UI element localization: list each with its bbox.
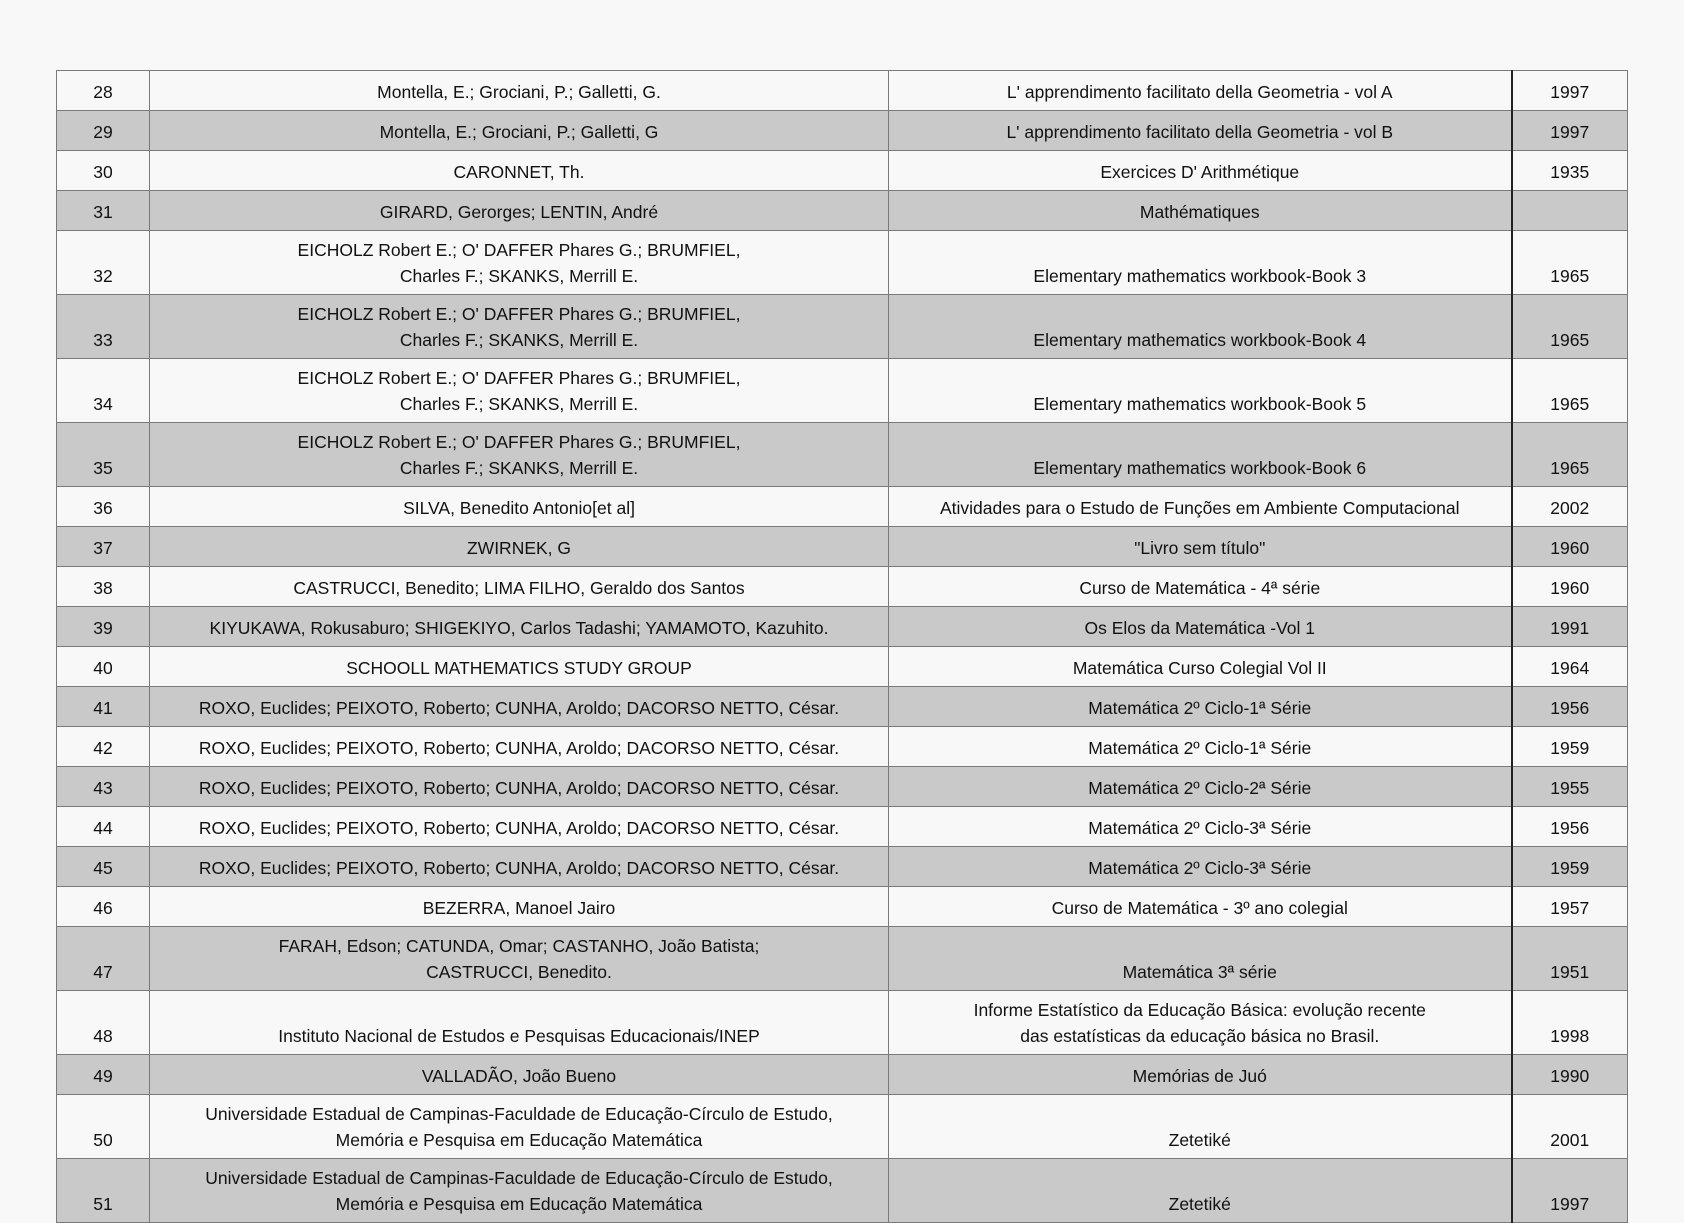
number-cell — [57, 727, 150, 767]
number-cell — [57, 151, 150, 191]
title-line: Elementary mathematics workbook-Book 6 — [1033, 458, 1367, 478]
authors-cell — [150, 927, 889, 991]
authors-line: ZWIRNEK, G — [466, 538, 572, 558]
table-row — [57, 807, 1628, 847]
table-row — [57, 423, 1628, 487]
table-row — [57, 487, 1628, 527]
number-text: 41 — [93, 698, 113, 718]
authors-line: BEZERRA, Manoel Jairo — [422, 898, 616, 918]
year-cell — [1512, 727, 1628, 767]
title-line: Matemática 2º Ciclo-1ª Série — [1088, 698, 1312, 718]
table-row — [57, 71, 1628, 111]
table-row — [57, 647, 1628, 687]
title-cell — [889, 567, 1512, 607]
title-cell — [889, 807, 1512, 847]
year-cell — [1512, 359, 1628, 423]
title-cell — [889, 767, 1512, 807]
authors-cell — [150, 359, 889, 423]
number-text: 44 — [93, 818, 113, 838]
year-text: 1965 — [1550, 266, 1590, 286]
authors-line: ROXO, Euclides; PEIXOTO, Roberto; CUNHA, Aroldo; DACORSO NETTO, César. — [198, 858, 840, 878]
number-cell — [57, 847, 150, 887]
authors-line: ROXO, Euclides; PEIXOTO, Roberto; CUNHA, Aroldo; DACORSO NETTO, César. — [198, 818, 840, 838]
number-text: 31 — [93, 202, 113, 222]
authors-line: KIYUKAWA, Rokusaburo; SHIGEKIYO, Carlos Tadashi; YAMAMOTO, Kazuhito. — [209, 618, 829, 638]
authors-line: EICHOLZ Robert E.; O' DAFFER Phares G.; BRUMFIEL, — [297, 368, 741, 388]
authors-line: Charles F.; SKANKS, Merrill E. — [399, 394, 639, 414]
table-body — [57, 71, 1628, 1223]
authors-line: CARONNET, Th. — [453, 162, 585, 182]
year-text: 1965 — [1550, 330, 1590, 350]
title-cell — [889, 359, 1512, 423]
table-row — [57, 111, 1628, 151]
number-cell — [57, 647, 150, 687]
table-row — [57, 151, 1628, 191]
year-cell — [1512, 191, 1628, 231]
title-cell — [889, 191, 1512, 231]
number-cell — [57, 295, 150, 359]
authors-line: Charles F.; SKANKS, Merrill E. — [399, 458, 639, 478]
year-cell — [1512, 607, 1628, 647]
year-cell — [1512, 847, 1628, 887]
year-text: 1959 — [1550, 738, 1590, 758]
title-line: Curso de Matemática - 3º ano colegial — [1051, 898, 1348, 918]
number-cell — [57, 1159, 150, 1223]
number-cell — [57, 807, 150, 847]
year-cell — [1512, 423, 1628, 487]
title-cell — [889, 295, 1512, 359]
year-text: 1951 — [1550, 962, 1590, 982]
number-text: 50 — [93, 1130, 113, 1150]
table-row — [57, 727, 1628, 767]
year-text: 1960 — [1550, 538, 1590, 558]
year-text: 1964 — [1550, 658, 1590, 678]
title-cell — [889, 887, 1512, 927]
title-line: Matemática 2º Ciclo-1ª Série — [1088, 738, 1312, 758]
number-cell — [57, 111, 150, 151]
authors-line: EICHOLZ Robert E.; O' DAFFER Phares G.; BRUMFIEL, — [297, 432, 741, 452]
authors-line: EICHOLZ Robert E.; O' DAFFER Phares G.; BRUMFIEL, — [297, 240, 741, 260]
year-text: 1997 — [1550, 122, 1590, 142]
number-text: 48 — [93, 1026, 113, 1046]
year-text: 2001 — [1550, 1130, 1590, 1150]
year-text: 1998 — [1550, 1026, 1590, 1046]
title-line: Mathématiques — [1139, 202, 1260, 222]
title-line: L' apprendimento facilitato della Geometria - vol B — [1006, 122, 1394, 142]
number-text: 43 — [93, 778, 113, 798]
table-row — [57, 1055, 1628, 1095]
year-text: 1990 — [1550, 1066, 1590, 1086]
year-cell — [1512, 647, 1628, 687]
authors-line: SCHOOLL MATHEMATICS STUDY GROUP — [346, 658, 692, 678]
number-cell — [57, 887, 150, 927]
number-text: 34 — [93, 394, 113, 414]
title-cell — [889, 687, 1512, 727]
number-cell — [57, 423, 150, 487]
number-cell — [57, 1055, 150, 1095]
title-line: Zetetiké — [1168, 1130, 1231, 1150]
number-text: 38 — [93, 578, 113, 598]
authors-cell — [150, 887, 889, 927]
number-text: 29 — [93, 122, 113, 142]
number-text: 37 — [93, 538, 113, 558]
authors-cell — [150, 487, 889, 527]
table-row — [57, 847, 1628, 887]
authors-line: CASTRUCCI, Benedito. — [426, 962, 612, 982]
title-line: Matemática 2º Ciclo-2ª Série — [1088, 778, 1312, 798]
number-text: 35 — [93, 458, 113, 478]
number-cell — [57, 487, 150, 527]
table-row — [57, 231, 1628, 295]
title-line: Matemática 2º Ciclo-3ª Série — [1088, 818, 1312, 838]
year-text: 1965 — [1550, 394, 1590, 414]
number-text: 40 — [93, 658, 113, 678]
year-cell — [1512, 111, 1628, 151]
authors-cell — [150, 727, 889, 767]
year-cell — [1512, 1055, 1628, 1095]
authors-line: GIRARD, Gerorges; LENTIN, André — [379, 202, 659, 222]
authors-line: VALLADÃO, João Bueno — [421, 1066, 617, 1086]
title-cell — [889, 423, 1512, 487]
title-cell — [889, 151, 1512, 191]
table-row — [57, 767, 1628, 807]
number-cell — [57, 359, 150, 423]
table-row — [57, 567, 1628, 607]
year-cell — [1512, 231, 1628, 295]
title-line: Elementary mathematics workbook-Book 3 — [1033, 266, 1367, 286]
title-line: Matemática 3ª série — [1122, 962, 1277, 982]
authors-line: ROXO, Euclides; PEIXOTO, Roberto; CUNHA, Aroldo; DACORSO NETTO, César. — [198, 738, 840, 758]
title-cell — [889, 487, 1512, 527]
authors-line: Memória e Pesquisa em Educação Matemática — [335, 1130, 703, 1150]
authors-cell — [150, 1159, 889, 1223]
table-row — [57, 991, 1628, 1055]
number-cell — [57, 527, 150, 567]
title-line: Elementary mathematics workbook-Book 5 — [1033, 394, 1367, 414]
title-line: L' apprendimento facilitato della Geometria - vol A — [1006, 82, 1393, 102]
authors-cell — [150, 527, 889, 567]
year-cell — [1512, 295, 1628, 359]
year-text: 1956 — [1550, 698, 1590, 718]
authors-line: Instituto Nacional de Estudos e Pesquisas Educacionais/INEP — [278, 1026, 760, 1046]
authors-line: ROXO, Euclides; PEIXOTO, Roberto; CUNHA, Aroldo; DACORSO NETTO, César. — [198, 698, 840, 718]
number-text: 49 — [93, 1066, 113, 1086]
title-cell — [889, 607, 1512, 647]
number-cell — [57, 767, 150, 807]
year-text: 1955 — [1550, 778, 1590, 798]
number-cell — [57, 991, 150, 1055]
authors-line: Universidade Estadual de Campinas-Faculdade de Educação-Círculo de Estudo, — [205, 1104, 833, 1124]
number-cell — [57, 607, 150, 647]
table-row — [57, 191, 1628, 231]
title-cell — [889, 647, 1512, 687]
authors-cell — [150, 111, 889, 151]
authors-cell — [150, 423, 889, 487]
title-line: Exercices D' Arithmétique — [1100, 162, 1300, 182]
number-text: 32 — [93, 266, 113, 286]
year-cell — [1512, 487, 1628, 527]
authors-cell — [150, 1055, 889, 1095]
number-cell — [57, 71, 150, 111]
year-cell — [1512, 887, 1628, 927]
year-text: 1960 — [1550, 578, 1590, 598]
year-cell — [1512, 567, 1628, 607]
year-cell — [1512, 1095, 1628, 1159]
number-cell — [57, 191, 150, 231]
number-text: 30 — [93, 162, 113, 182]
table-row — [57, 927, 1628, 991]
year-text: 1935 — [1550, 162, 1590, 182]
number-text: 33 — [93, 330, 113, 350]
title-line: Memórias de Juó — [1132, 1066, 1267, 1086]
title-cell — [889, 1159, 1512, 1223]
number-cell — [57, 231, 150, 295]
title-cell — [889, 927, 1512, 991]
authors-cell — [150, 71, 889, 111]
title-cell — [889, 111, 1512, 151]
title-cell — [889, 71, 1512, 111]
table-row — [57, 1159, 1628, 1223]
number-cell — [57, 567, 150, 607]
year-cell — [1512, 807, 1628, 847]
authors-line: SILVA, Benedito Antonio[et al] — [403, 498, 635, 518]
number-cell — [57, 1095, 150, 1159]
title-cell — [889, 727, 1512, 767]
title-line: Os Elos da Matemática -Vol 1 — [1084, 618, 1316, 638]
authors-line: Memória e Pesquisa em Educação Matemática — [335, 1194, 703, 1214]
year-text: 1965 — [1550, 458, 1590, 478]
authors-cell — [150, 807, 889, 847]
number-cell — [57, 687, 150, 727]
authors-line: FARAH, Edson; CATUNDA, Omar; CASTANHO, João Batista; — [278, 936, 760, 956]
authors-cell — [150, 295, 889, 359]
authors-line: EICHOLZ Robert E.; O' DAFFER Phares G.; BRUMFIEL, — [297, 304, 741, 324]
authors-line: Charles F.; SKANKS, Merrill E. — [399, 330, 639, 350]
authors-line: Montella, E.; Grociani, P.; Galletti, G — [379, 122, 659, 142]
table-row — [57, 527, 1628, 567]
authors-cell — [150, 567, 889, 607]
title-line: Matemática Curso Colegial Vol II — [1072, 658, 1327, 678]
year-text: 1997 — [1550, 1194, 1590, 1214]
bibliography-table — [56, 70, 1628, 1223]
authors-line: Montella, E.; Grociani, P.; Galletti, G. — [377, 82, 661, 102]
title-line: Atividades para o Estudo de Funções em Ambiente Computacional — [940, 498, 1460, 518]
table-row — [57, 295, 1628, 359]
authors-cell — [150, 151, 889, 191]
title-cell — [889, 991, 1512, 1055]
title-line: Zetetiké — [1168, 1194, 1231, 1214]
number-text: 36 — [93, 498, 113, 518]
number-text: 28 — [93, 82, 113, 102]
authors-cell — [150, 687, 889, 727]
number-text: 39 — [93, 618, 113, 638]
authors-line: Universidade Estadual de Campinas-Faculdade de Educação-Círculo de Estudo, — [205, 1168, 833, 1188]
year-text: 1956 — [1550, 818, 1590, 838]
title-line: das estatísticas da educação básica no Brasil. — [1020, 1026, 1380, 1046]
year-cell — [1512, 991, 1628, 1055]
year-cell — [1512, 527, 1628, 567]
authors-cell — [150, 847, 889, 887]
year-text: 1997 — [1550, 82, 1590, 102]
title-line: Informe Estatístico da Educação Básica: evolução recente — [973, 1000, 1426, 1020]
title-line: Curso de Matemática - 4ª série — [1079, 578, 1321, 598]
year-text: 2002 — [1550, 498, 1590, 518]
year-cell — [1512, 927, 1628, 991]
year-cell — [1512, 687, 1628, 727]
year-cell — [1512, 1159, 1628, 1223]
authors-cell — [150, 1095, 889, 1159]
title-cell — [889, 847, 1512, 887]
title-cell — [889, 231, 1512, 295]
table-row — [57, 1095, 1628, 1159]
authors-cell — [150, 647, 889, 687]
authors-cell — [150, 991, 889, 1055]
table-row — [57, 687, 1628, 727]
authors-cell — [150, 767, 889, 807]
table-row — [57, 607, 1628, 647]
authors-cell — [150, 231, 889, 295]
authors-cell — [150, 607, 889, 647]
number-text: 42 — [93, 738, 113, 758]
table-row — [57, 359, 1628, 423]
authors-line: CASTRUCCI, Benedito; LIMA FILHO, Geraldo dos Santos — [293, 578, 745, 598]
number-text: 46 — [93, 898, 113, 918]
year-cell — [1512, 71, 1628, 111]
year-cell — [1512, 767, 1628, 807]
year-text: 1991 — [1550, 618, 1590, 638]
title-line: Elementary mathematics workbook-Book 4 — [1033, 330, 1367, 350]
number-text: 51 — [93, 1194, 113, 1214]
title-cell — [889, 1055, 1512, 1095]
title-cell — [889, 527, 1512, 567]
authors-cell — [150, 191, 889, 231]
authors-line: Charles F.; SKANKS, Merrill E. — [399, 266, 639, 286]
year-cell — [1512, 151, 1628, 191]
title-line: "Livro sem título" — [1134, 538, 1266, 558]
number-text: 45 — [93, 858, 113, 878]
title-cell — [889, 1095, 1512, 1159]
year-text: 1957 — [1550, 898, 1590, 918]
number-text: 47 — [93, 962, 113, 982]
number-cell — [57, 927, 150, 991]
table-row — [57, 887, 1628, 927]
title-line: Matemática 2º Ciclo-3ª Série — [1088, 858, 1312, 878]
year-text: 1959 — [1550, 858, 1590, 878]
authors-line: ROXO, Euclides; PEIXOTO, Roberto; CUNHA, Aroldo; DACORSO NETTO, César. — [198, 778, 840, 798]
